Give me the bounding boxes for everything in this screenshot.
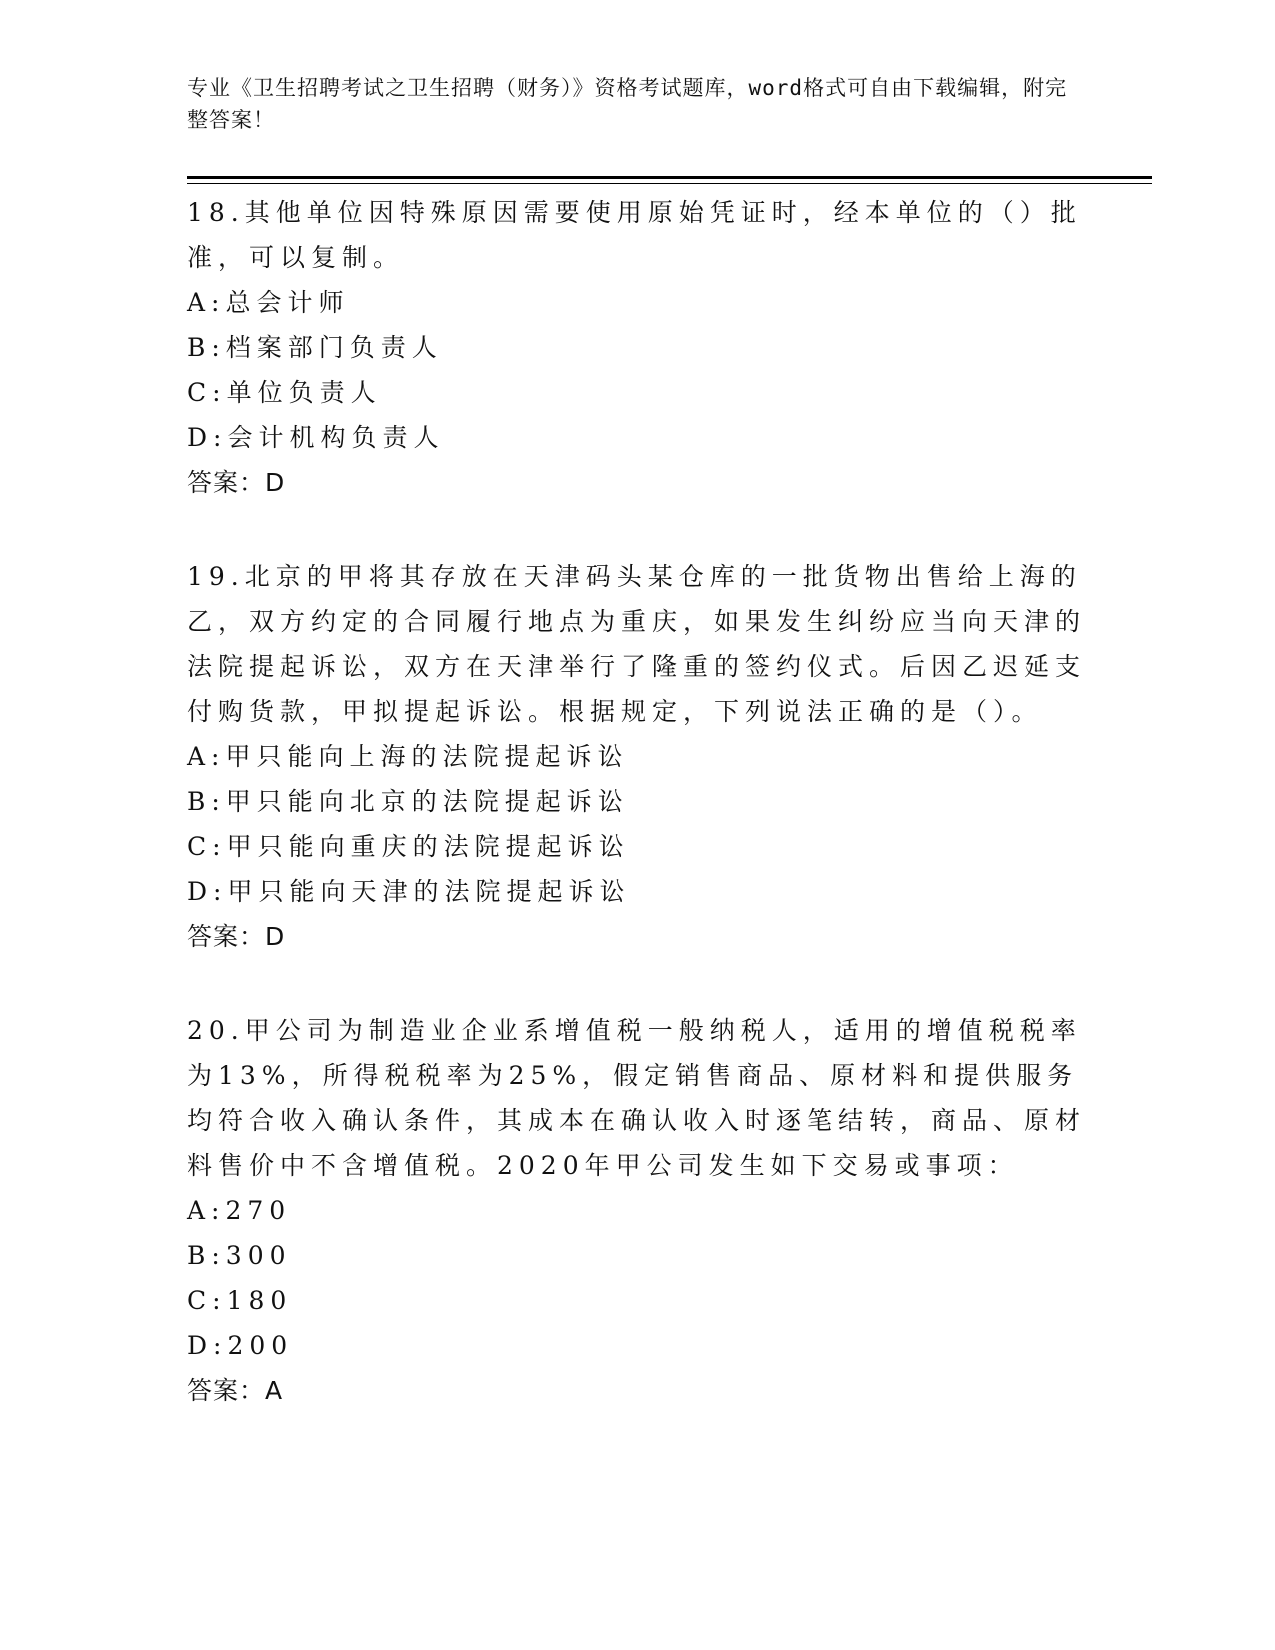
option-text: 200 (227, 1331, 294, 1360)
option-text: 档案部门负责人 (225, 333, 443, 362)
answer-line: 答案：D (187, 468, 286, 497)
option-letter: C: (187, 378, 227, 407)
answer-line: 答案：D (187, 922, 286, 951)
option-letter: A: (187, 1196, 226, 1225)
option-letter: B: (187, 333, 226, 362)
option-c (187, 824, 1087, 869)
option-letter: D: (187, 1331, 228, 1360)
option-text: 甲只能向天津的法院提起诉讼 (227, 877, 631, 906)
option-text: 总会计师 (225, 288, 350, 317)
option-letter: B: (187, 1241, 226, 1270)
option-text: 甲只能向重庆的法院提起诉讼 (226, 832, 630, 861)
answer-line: 答案：A (187, 1376, 284, 1405)
option-d (187, 869, 1087, 914)
option-letter: C: (187, 1286, 227, 1315)
option-text: 会计机构负责人 (227, 423, 445, 452)
header-rule-thick (187, 176, 1152, 179)
option-c (187, 1278, 1087, 1323)
option-b (187, 779, 1087, 824)
option-letter: B: (187, 787, 226, 816)
question-18 (187, 190, 1087, 505)
option-a (187, 280, 1087, 325)
question-stem: 20.甲公司为制造业企业系增值税一般纳税人，适用的增值税税率为13%，所得税税率为25%，假定销售商品、原材料和提供服务均符合收入确认条件，其成本在确认收入时逐笔结转，商品、原材料售价中不含增值税。2020年甲公司发生如下交易或事项： (187, 1016, 1087, 1180)
option-d (187, 1323, 1087, 1368)
question-20 (187, 1008, 1087, 1413)
question-stem: 19.北京的甲将其存放在天津码头某仓库的一批货物出售给上海的乙，双方约定的合同履行地点为重庆，如果发生纠纷应当向天津的法院提起诉讼，双方在天津举行了隆重的签约仪式。后因乙迟延支付购货款，甲拟提起诉讼。根据规定，下列说法正确的是（）。 (187, 562, 1087, 726)
option-d (187, 415, 1087, 460)
header-rule-thin (187, 183, 1152, 184)
option-letter: C: (187, 832, 227, 861)
option-letter: A: (187, 288, 226, 317)
option-a (187, 734, 1087, 779)
question-19 (187, 554, 1087, 959)
option-a (187, 1188, 1087, 1233)
option-letter: D: (187, 423, 228, 452)
option-text: 单位负责人 (226, 378, 382, 407)
option-text: 300 (225, 1241, 292, 1270)
option-text: 180 (226, 1286, 293, 1315)
option-letter: D: (187, 877, 228, 906)
option-b (187, 325, 1087, 370)
question-stem: 18.其他单位因特殊原因需要使用原始凭证时，经本单位的（）批准，可以复制。 (187, 198, 1082, 272)
option-text: 甲只能向北京的法院提起诉讼 (225, 787, 629, 816)
option-c (187, 370, 1087, 415)
option-letter: A: (187, 742, 226, 771)
option-text: 甲只能向上海的法院提起诉讼 (225, 742, 629, 771)
document-header: 专业《卫生招聘考试之卫生招聘（财务）》资格考试题库，word格式可自由下载编辑，附完整答案！ (187, 76, 1068, 132)
option-b (187, 1233, 1087, 1278)
option-text: 270 (225, 1196, 292, 1225)
